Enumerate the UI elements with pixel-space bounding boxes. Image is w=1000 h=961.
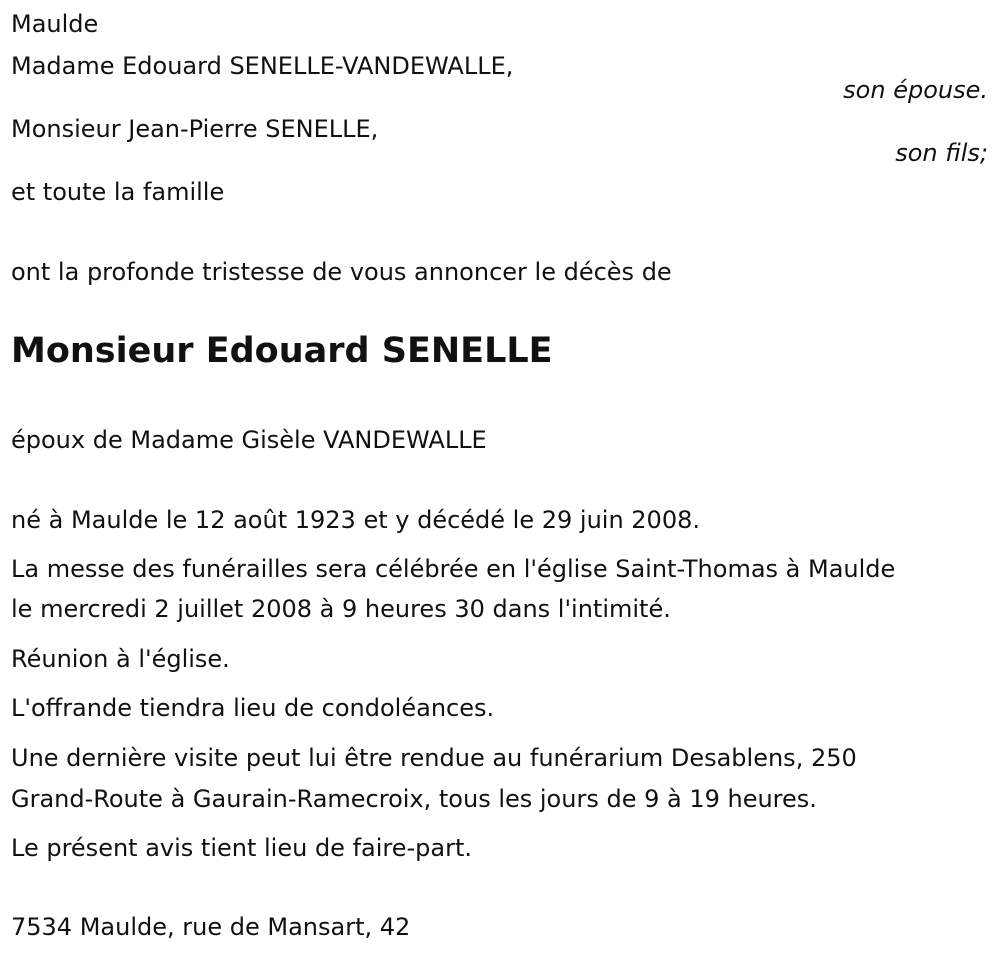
rest-of-family: et toute la famille xyxy=(11,178,225,206)
family-member-relation: son fils; xyxy=(895,139,988,167)
visit-line-2: Grand-Route à Gaurain-Ramecroix, tous les jours de 9 à 19 heures. xyxy=(11,785,817,813)
funeral-mass-line-1: La messe des funérailles sera célébrée en l'église Saint-Thomas à Maulde xyxy=(11,555,896,583)
offering-line: L'offrande tiendra lieu de condoléances. xyxy=(11,694,495,722)
family-member-name: Madame Edouard SENELLE-VANDEWALLE, xyxy=(11,52,514,80)
deceased-name: Monsieur Edouard SENELLE xyxy=(11,331,553,371)
address-line: 7534 Maulde, rue de Mansart, 42 xyxy=(11,913,411,941)
family-member-relation: son épouse. xyxy=(843,76,988,104)
family-member-name: Monsieur Jean-Pierre SENELLE, xyxy=(11,115,379,143)
birth-death-line: né à Maulde le 12 août 1923 et y décédé le 29 juin 2008. xyxy=(11,506,700,534)
spouse-line: époux de Madame Gisèle VANDEWALLE xyxy=(11,426,487,454)
place-heading: Maulde xyxy=(11,10,99,38)
announcement-text: ont la profonde tristesse de vous annoncer le décès de xyxy=(11,258,672,286)
reunion-line: Réunion à l'église. xyxy=(11,645,230,673)
notice-line: Le présent avis tient lieu de faire-part. xyxy=(11,834,473,862)
funeral-mass-line-2: le mercredi 2 juillet 2008 à 9 heures 30 dans l'intimité. xyxy=(11,595,671,623)
visit-line-1: Une dernière visite peut lui être rendue au funérarium Desablens, 250 xyxy=(11,744,857,772)
